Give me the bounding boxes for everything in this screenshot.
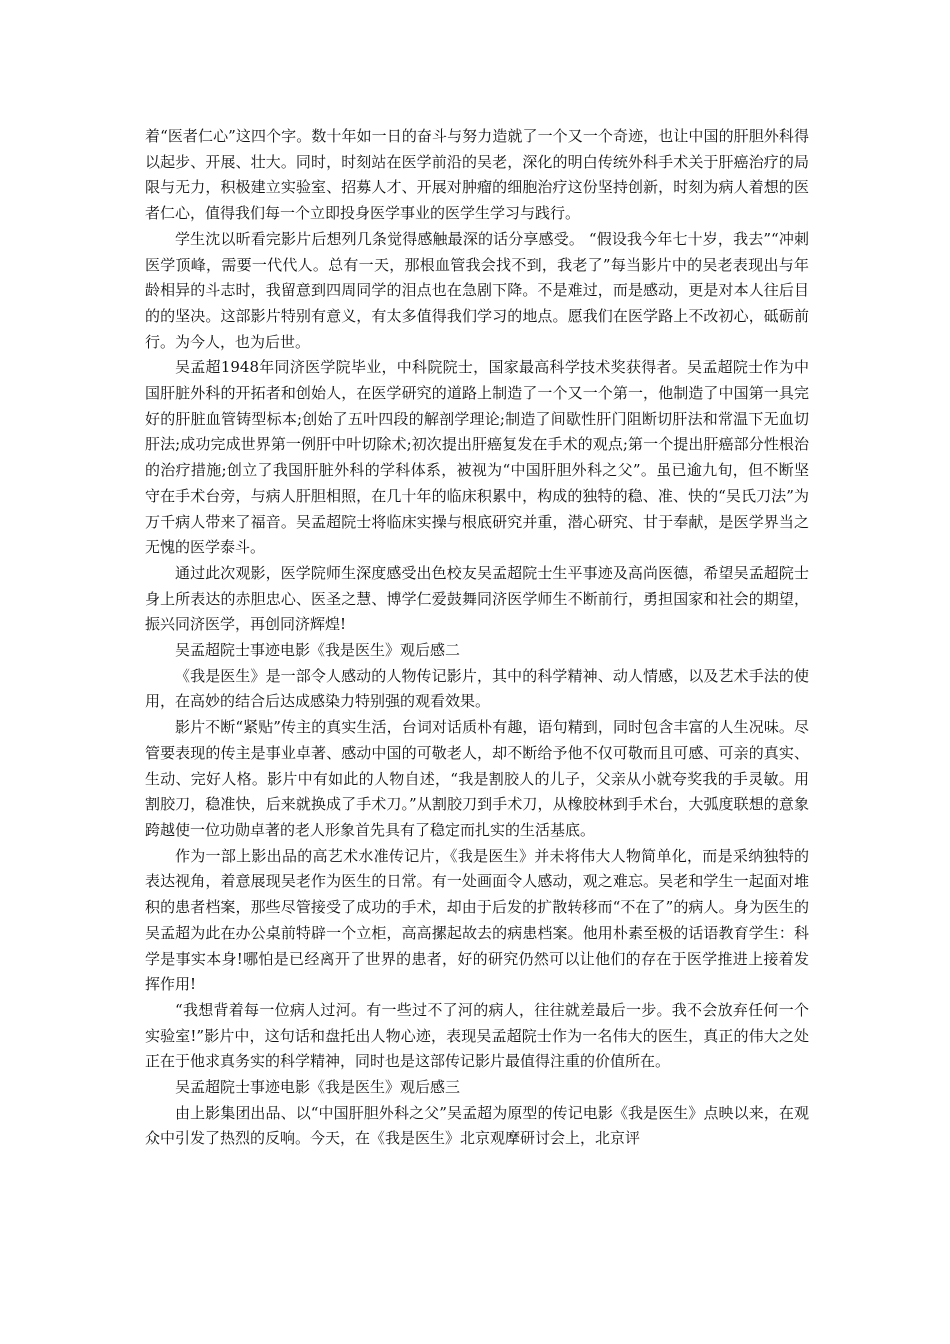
paragraph: 《我是医生》是一部令人感动的人物传记影片，其中的科学精神、动人情感，以及艺术手法的使用，在高妙的结合后达成感染力特别强的观看效果。	[145, 666, 809, 711]
paragraph: “我想背着每一位病人过河。有一些过不了河的病人，往往就差最后一步。我不会放弃任何一个实验室!”影片中，这句话和盘托出人物心迹，表现吴孟超院士作为一名伟大的医生，真正的伟大之处正在于他求真务实的科学精神，同时也是这部传记影片最值得注重的价值所在。	[145, 1000, 809, 1071]
paragraph: 影片不断“紧贴”传主的真实生活，台词对话质朴有趣，语句精到，同时包含丰富的人生况味。尽管要表现的传主是事业卓著、感动中国的可敬老人，却不断给予他不仅可敬而且可感、可亲的真实、生动、完好人格。影片中有如此的人物自述，“我是割胶人的儿子，父亲从小就夸奖我的手灵敏。用割胶刀，稳准快，后来就换成了手术刀。”从割胶刀到手术刀，从橡胶林到手术台，大弧度联想的意象跨越使一位功勋卓著的老人形象首先具有了稳定而扎实的生活基底。	[145, 718, 809, 839]
section-heading: 吴孟超院士事迹电影《我是医生》观后感三	[175, 1078, 461, 1097]
paragraph: 吴孟超1948年同济医学院毕业，中科院院士，国家最高科学技术奖获得者。吴孟超院士作为中国肝脏外科的开拓者和创始人，在医学研究的道路上制造了一个又一个第一，他制造了中国第一具完好的肝脏血管铸型标本;创始了五叶四段的解剖学理论;制造了间歇性肝门阻断切肝法和常温下无血切肝法;成功完成世界第一例肝中叶切除术;初次提出肝癌复发在手术的观点;第一个提出肝癌部分性根治的治疗措施;创立了我国肝脏外科的学科体系，被视为“中国肝胆外科之父”。虽已逾九旬，但不断坚守在手术台旁，与病人肝胆相照，在几十年的临床积累中，构成的独特的稳、准、快的“吴氏刀法”为万千病人带来了福音。吴孟超院士将临床实操与根底研究并重，潜心研究、甘于奉献，是医学界当之无愧的医学泰斗。	[145, 358, 809, 557]
paragraph: 由上影集团出品、以“中国肝胆外科之父”吴孟超为原型的传记电影《我是医生》点映以来，在观众中引发了热烈的反响。今天，在《我是医生》北京观摩研讨会上，北京评	[145, 1103, 809, 1148]
paragraph: 通过此次观影，医学院师生深度感受出色校友吴孟超院士生平事迹及高尚医德，希望吴孟超院士身上所表达的赤胆忠心、医圣之慧、博学仁爱鼓舞同济医学师生不断前行，勇担国家和社会的期望，振兴同济医学，再创同济辉煌!	[145, 563, 809, 634]
paragraph: 作为一部上影出品的高艺术水准传记片，《我是医生》并未将伟大人物简单化，而是采纳独特的表达视角，着意展现吴老作为医生的日常。有一处画面令人感动，观之难忘。吴老和学生一起面对堆积的患者档案，那些尽管接受了成功的手术，却由于后发的扩散转移而“不在了”的病人。身为医生的吴孟超为此在办公桌前特辟一个立柜，高高摞起故去的病患档案。他用朴素至极的话语教育学生：科学是事实本身!哪怕是已经离开了世界的患者，好的研究仍然可以让他们的存在于医学推进上接着发挥作用!	[145, 846, 809, 994]
section-heading: 吴孟超院士事迹电影《我是医生》观后感二	[175, 641, 461, 660]
paragraph: 学生沈以昕看完影片后想列几条觉得感触最深的话分享感受。 “假设我今年七十岁，我去”“冲刺医学顶峰，需要一代代人。总有一天，那根血管我会找不到，我老了”每当影片中的吴老表现出与年龄相异的斗志时，我留意到四周同学的泪点也在急剧下降。不是难过，而是感动，更是对本人往后目的的坚决。这部影片特别有意义，有太多值得我们学习的地点。愿我们在医学路上不改初心，砥砺前行。为今人，也为后世。	[145, 229, 809, 351]
document-page	[145, 124, 809, 1152]
paragraph: 着“医者仁心”这四个字。数十年如一日的奋斗与努力造就了一个又一个奇迹，也让中国的肝胆外科得以起步、开展、壮大。同时，时刻站在医学前沿的吴老，深化的明白传统外科手术关于肝癌治疗的局限与无力，积极建立实验室、招募人才、开展对肿瘤的细胞治疗这份坚持创新，时刻为病人着想的医者仁心，值得我们每一个立即投身医学事业的医学生学习与践行。	[145, 127, 809, 223]
